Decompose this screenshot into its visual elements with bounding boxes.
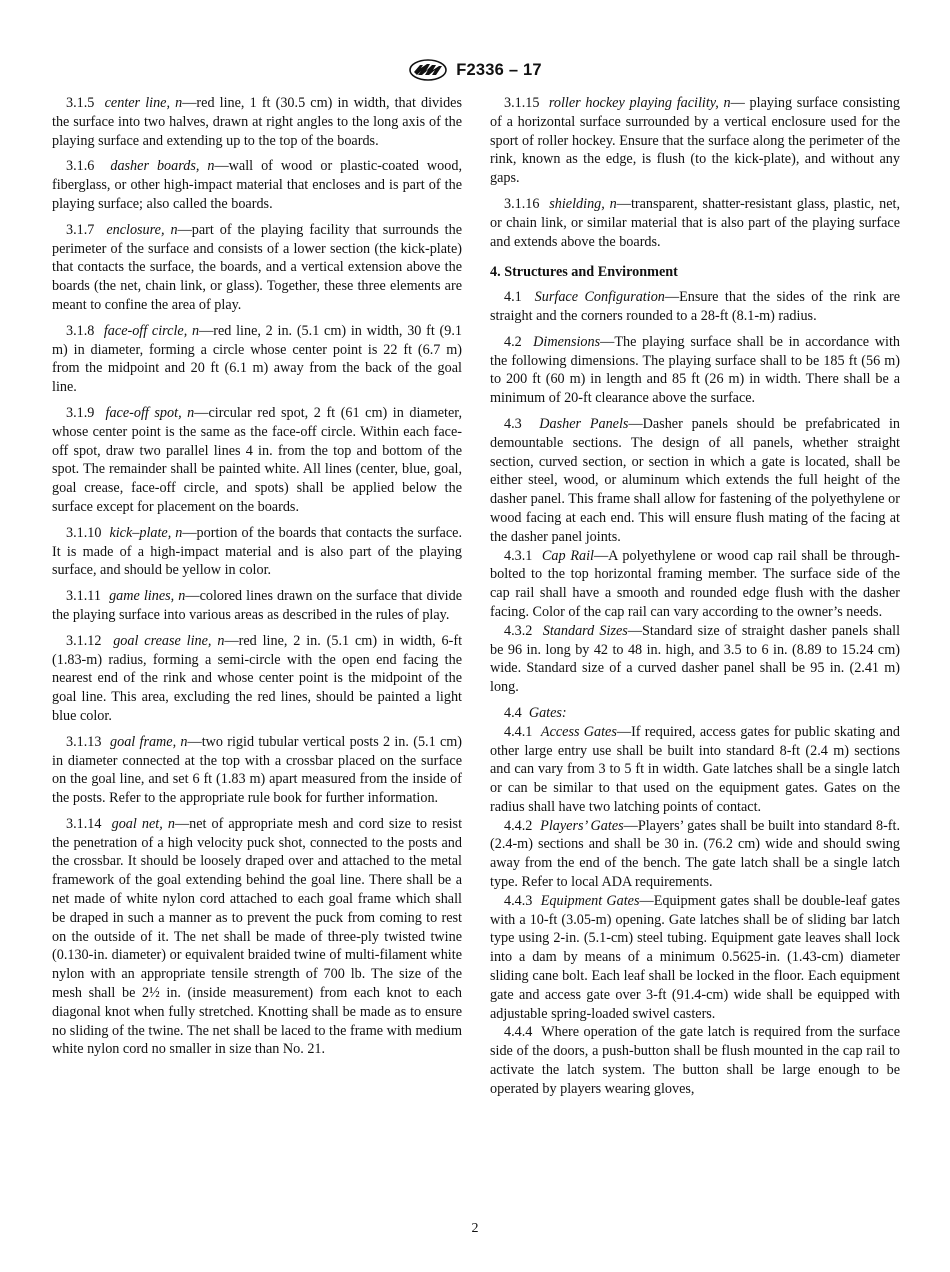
definition-3-1-5: 3.1.5 center line, n—red line, 1 ft (30.5 cm) in width, that divides the surface into two halves, drawn at right angles to the long axis of the playing surface and extending up to the top of the boards.	[52, 95, 462, 149]
clause-4-3-2: 4.3.2 Standard Sizes—Standard size of straight dasher panels shall be 96 in. long by 42 to 48 in. high, and 3.5 to 6 in. (8.89 to 15.24 cm) wide. Standard size of a curved dasher panel shall be 95 in. (2.41 m) long.	[490, 622, 901, 696]
right-column	[490, 94, 900, 1099]
clause-4-4-3: 4.4.3 Equipment Gates—Equipment gates shall be double-leaf gates with a 10-ft (3.05-m) opening. Gate latches shall be of sliding bar latch type using 2-in. (5.1-cm) steel tubing. Equipment gate leaves shall lock into a dam by means of a minimum 0.5625-in. (1.43-cm) diameter sliding cane bolt. Each leaf shall be locked in the floor. Each equipment gate and access gate over 3-ft (91.4-cm) wide shall be equipped with adjustable spring-loaded swivel casters.	[490, 892, 900, 1022]
clause-4-4-2: 4.4.2 Players’ Gates—Players’ gates shall be built into standard 8-ft. (2.4-m) sections and shall be 30 in. (76.2 cm) wide and should swing away from the end of the bench. The gate latch shall be a single latch type. Refer to local ADA requirements.	[490, 817, 901, 891]
definition-3-1-6: 3.1.6 dasher boards, n—wall of wood or plastic-coated wood, fiberglass, or other high-impact material that encloses and is part of the playing surface; also called the boards.	[52, 158, 463, 212]
definition-3-1-12: 3.1.12 goal crease line, n—red line, 2 in. (5.1 cm) in width, 6-ft (1.83-m) radius, forming a semi-circle with the open end facing the nearest end of the rink and whose center point is the midpoint of the goal line. This area, excluding the red lines, should be painted a light blue color.	[52, 632, 463, 724]
definition-3-1-8: 3.1.8 face-off circle, n—red line, 2 in. (5.1 cm) in width, 30 ft (9.1 m) in diameter, forming a circle whose center point is 22 ft (6.7 m) from the midpoint and 20 ft (6.1 m) away from the back of the goal line.	[52, 322, 462, 396]
astm-logo-icon	[408, 59, 448, 81]
definition-3-1-11: 3.1.11 game lines, n—colored lines drawn on the surface that divide the playing surface into various areas as described in the rules of play.	[52, 588, 462, 623]
clause-4-4-1: 4.4.1 Access Gates—If required, access gates for public skating and other large entry use shall be built into standard 8-ft (2.4 m) sections and can vary from 3 to 5 ft in width. Gate latches shall be a single latch or can be similar to that used on the equipment gates. Gates on the radius shall have two latching points of contact.	[490, 723, 901, 815]
definition-3-1-14: 3.1.14 goal net, n—net of appropriate mesh and cord size to resist the penetration of a high velocity puck shot, connected to the posts and the crossbar. It should be loosely draped over and attached to the metal framework of the goal extending behind the goal line. There shall be a net made of white nylon cord attached to each goal frame which shall be draped in such a manner as to prevent the puck from coming to rest on the outside of it. The net shall be made of three-ply twisted twine (0.130-in. diameter) or equivalent braided twine of multi-filament white nylon with an appropriate tensile strength of 700 lb. The size of the mesh shall be 2½ in. (inside measurement) from each knot to each diagonal knot when fully stretched. Knotting shall be made as to ensure no sliding of the twine. The net shall be laced to the frame with medium white nylon cord no smaller in size than No. 21.	[52, 815, 463, 1058]
definition-3-1-13: 3.1.13 goal frame, n—two rigid tubular vertical posts 2 in. (5.1 cm) in diameter connected at the top with a crossbar placed on the surface on the goal line, and set 6 ft (1.83 m) apart measured from the inside of the posts. Refer to the appropriate rule book for further information.	[52, 733, 463, 807]
definition-3-1-15: 3.1.15 roller hockey playing facility, n— playing surface consisting of a horizontal surface surrounded by a vertical enclosure used for the sport of roller hockey. Ensure that the surface along the perimeter of the rink, known as the edge, is flush (to the kick-plate), and without any gaps.	[490, 95, 900, 187]
definition-3-1-7: 3.1.7 enclosure, n—part of the playing facility that surrounds the perimeter of the surface and consists of a lower section (the kick-plate) that contacts the surface, the boards, and a vertical extension above the boards (the net, chain link, or glass). Together, these three elements are meant to confine the area of play.	[52, 221, 463, 313]
section-heading: 4. Structures and Environment	[490, 264, 678, 281]
definition-3-1-16: 3.1.16 shielding, n—transparent, shatter-resistant glass, plastic, net, or chain link, or similar material that is also part of the playing surface and extends above the boards.	[490, 195, 900, 250]
page-header	[0, 58, 950, 82]
document-id: F2336 – 17	[456, 60, 542, 79]
clause-4-4-4: 4.4.4 Where operation of the gate latch is required from the surface side of the doors, a push-button shall be flush mounted in the cap rail to activate the latch system. The button shall be large enough to be operated by players wearing gloves,	[490, 1024, 901, 1097]
clause-4-3-1: 4.3.1 Cap Rail—A polyethylene or wood cap rail shall be through-bolted to the top horizontal framing member. The surface side of the cap rail shall have a smooth and rounded edge flush with the dasher facing. Color of the cap rail can vary according to the owner’s needs.	[490, 547, 900, 620]
definition-3-1-9: 3.1.9 face-off spot, n—circular red spot, 2 ft (61 cm) in diameter, whose center point is the same as the face-off circle. Within each face-off spot, draw two parallel lines 4 in. from the top and bottom of the spot. The remainder shall be painted white. All lines (center, blue, goal, goal crease, face-off circle, and spots) shall be applied below the surface except for placement on the boards.	[52, 404, 463, 515]
clause-4-2: 4.2 Dimensions—The playing surface shall be in accordance with the following dimensions. The playing surface shall to be 185 ft (56 m) to 200 ft (60 m) in length and 85 ft (26 m) in width. There shall be a minimum of 20-ft clearance above the surface.	[490, 333, 901, 407]
page-number: 2	[471, 1221, 479, 1236]
left-column	[52, 94, 462, 1059]
clause-4-1: 4.1 Surface Configuration—Ensure that the sides of the rink are straight and the corners rounded to a 28-ft (8.1-m) radius.	[490, 289, 901, 324]
clause-4-4: 4.4 Gates:	[504, 704, 567, 721]
clause-4-3: 4.3 Dasher Panels—Dasher panels should be prefabricated in demountable sections. The design of all panels, whether straight section, curved section, or section in which a gate is located, shall be either steel, wood, or aluminum which extends the full height of the dasher panel. This frame shall allow for fastening of the polyethylene or wood facing at each end. This will ensure flush mating of the facing at the dasher panel joints.	[490, 415, 901, 545]
definition-3-1-10: 3.1.10 kick–plate, n—portion of the boards that contacts the surface. It is made of a high-impact material and is also part of the playing surface, and should be yellow in color.	[52, 524, 462, 579]
